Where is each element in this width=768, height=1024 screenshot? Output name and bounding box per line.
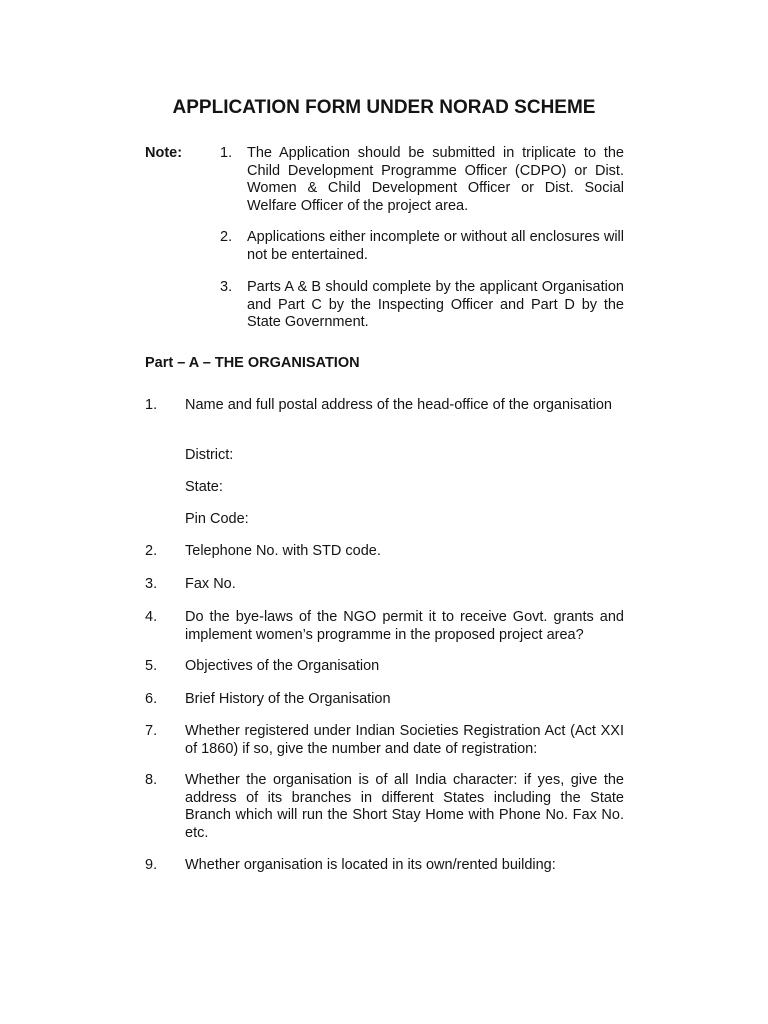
question-5 — [145, 658, 624, 676]
note-item-1 — [220, 145, 624, 215]
state-field-label: State: — [185, 479, 223, 495]
note-number: 1. — [220, 145, 233, 161]
question-4 — [145, 609, 624, 644]
part-a-heading: Part – A – THE ORGANISATION — [145, 355, 360, 371]
question-number: 9. — [145, 857, 158, 873]
question-number: 8. — [145, 772, 158, 788]
question-2 — [145, 543, 624, 561]
question-text: Whether registered under Indian Societies Registration Act (Act XXI of 1860) if so, give the number and date of registration: — [185, 723, 624, 757]
question-text: Whether organisation is located in its own/rented building: — [185, 857, 556, 873]
note-text: Applications either incomplete or without all enclosures will not be entertained. — [247, 229, 624, 263]
question-text: Telephone No. with STD code. — [185, 543, 381, 559]
question-1 — [145, 397, 624, 415]
question-text: Fax No. — [185, 576, 236, 592]
note-text: The Application should be submitted in triplicate to the Child Development Programme Officer (CDPO) or Dist. Women & Child Development Officer or Dist. Social Welfare Officer of the project area. — [247, 145, 624, 214]
question-number: 3. — [145, 576, 158, 592]
question-text: Do the bye-laws of the NGO permit it to receive Govt. grants and implement women’s programme in the proposed project area? — [185, 609, 624, 643]
question-number: 4. — [145, 609, 158, 625]
question-number: 2. — [145, 543, 158, 559]
question-text: Name and full postal address of the head-office of the organisation — [185, 397, 612, 413]
question-text: Objectives of the Organisation — [185, 658, 380, 674]
question-number: 5. — [145, 658, 158, 674]
question-text: Brief History of the Organisation — [185, 691, 391, 707]
note-text: Parts A & B should complete by the applicant Organisation and Part C by the Inspecting Officer and Part D by the State Government. — [247, 279, 624, 330]
page-title: APPLICATION FORM UNDER NORAD SCHEME — [172, 97, 596, 118]
question-8 — [145, 772, 624, 842]
question-number: 6. — [145, 691, 158, 707]
question-6 — [145, 691, 624, 709]
question-3 — [145, 576, 624, 594]
question-number: 1. — [145, 397, 158, 413]
question-number: 7. — [145, 723, 158, 739]
question-text: Whether the organisation is of all India character: if yes, give the address of its branches in different States including the State Branch which will run the Short Stay Home with Phone No. Fax No. etc. — [185, 772, 624, 841]
pin-code-field-label: Pin Code: — [185, 511, 249, 527]
district-field-label: District: — [185, 447, 234, 463]
note-number: 3. — [220, 279, 233, 295]
note-item-2 — [220, 229, 624, 264]
note-item-3 — [220, 279, 624, 332]
question-9 — [145, 857, 624, 875]
note-number: 2. — [220, 229, 233, 245]
note-label: Note: — [145, 145, 183, 161]
question-7 — [145, 723, 624, 758]
